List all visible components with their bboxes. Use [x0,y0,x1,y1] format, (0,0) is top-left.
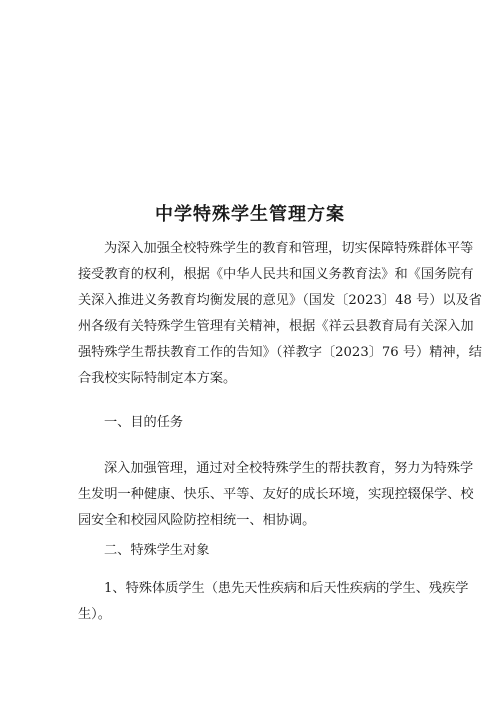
intro-line: 强特殊学生帮扶教育工作的告知》（祥教字〔2023〕76 号）精神，结 [78,345,482,360]
intro-line: 合我校实际特制定本方案。 [78,371,237,386]
purpose-paragraph [78,456,474,534]
section-heading-purpose: 一、目的任务 [104,415,184,430]
intro-line: 关深入推进义务教育均衡发展的意见》（国发〔2023〕48 号）以及省 [78,293,482,308]
targets-item-1 [78,576,469,628]
intro-paragraph [78,236,482,392]
intro-line: 为深入加强全校特殊学生的教育和管理，切实保障特殊群体平等 [104,241,474,256]
targets-item-line: 生）。 [78,607,111,622]
targets-item-line: 1、特殊体质学生（患先天性疾病和后天性疾病的学生、残疾学 [104,581,469,596]
intro-line: 接受教育的权利，根据《中华人民共和国义务教育法》和《国务院有 [78,267,474,282]
document-title: 中学特殊学生管理方案 [155,204,345,225]
purpose-line: 深入加强管理，通过对全校特殊学生的帮扶教育，努力为特殊学 [104,461,474,476]
intro-line: 州各级有关特殊学生管理有关精神，根据《祥云县教育局有关深入加 [78,319,474,334]
section-heading-targets: 二、特殊学生对象 [104,543,210,558]
purpose-line: 园安全和校园风险防控相统一、相协调。 [78,513,316,528]
purpose-line: 生发明一种健康、快乐、平等、友好的成长环境，实现控辍保学、校 [78,487,474,502]
